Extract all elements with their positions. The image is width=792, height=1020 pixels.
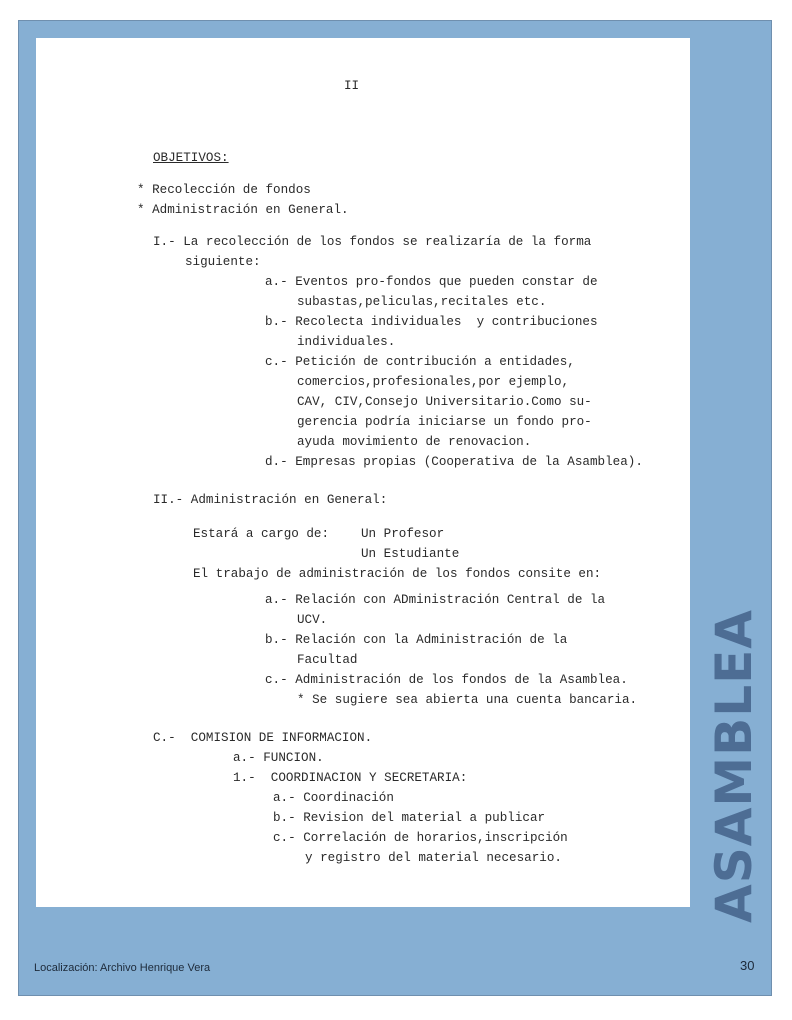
section-2-item: * Se sugiere sea abierta una cuenta bancaria. (297, 693, 638, 707)
section-1-item: individuales. (297, 335, 396, 349)
section-1-title-cont: siguiente: (185, 255, 261, 269)
section-3-title: C.- COMISION DE INFORMACION. (153, 731, 373, 745)
section-1-title: I.- La recolección de los fondos se realizaría de la forma (153, 235, 592, 249)
section-1-item: d.- Empresas propias (Cooperativa de la Asamblea). (265, 455, 643, 469)
objectives-heading: OBJETIVOS: (153, 151, 229, 165)
section-3-item: c.- Correlación de horarios,inscripción (273, 831, 568, 845)
section-2-work-intro: El trabajo de administración de los fondos consite en: (193, 567, 602, 581)
section-3-sub-1: 1.- COORDINACION Y SECRETARIA: (233, 771, 468, 785)
section-3-item: y registro del material necesario. (305, 851, 562, 865)
section-1-item: c.- Petición de contribución a entidades, (265, 355, 575, 369)
section-2-item: c.- Administración de los fondos de la Asamblea. (265, 673, 628, 687)
section-2-item: b.- Relación con la Administración de la (265, 633, 568, 647)
section-2-charge-label: Estará a cargo de: (193, 527, 330, 541)
section-1-item: gerencia podría iniciarse un fondo pro- (297, 415, 592, 429)
section-2-item: a.- Relación con ADministración Central de la (265, 593, 606, 607)
objective-bullet: * Administración en General. (137, 203, 349, 217)
section-3-sub-a: a.- FUNCION. (233, 751, 324, 765)
section-1-item: CAV, CIV,Consejo Universitario.Como su- (297, 395, 592, 409)
section-2-item: UCV. (297, 613, 328, 627)
section-1-item: ayuda movimiento de renovacion. (297, 435, 532, 449)
section-2-title: II.- Administración en General: (153, 493, 388, 507)
section-1-item: comercios,profesionales,por ejemplo, (297, 375, 570, 389)
section-1-item: a.- Eventos pro-fondos que pueden constar de (265, 275, 598, 289)
scanned-document (36, 38, 690, 907)
footer-page-number: 30 (740, 958, 755, 973)
section-1-item: b.- Recolecta individuales y contribuciones (265, 315, 598, 329)
section-2-item: Facultad (297, 653, 358, 667)
footer-location: Localización: Archivo Henrique Vera (34, 962, 211, 974)
section-2-charge-student: Un Estudiante (361, 547, 460, 561)
section-1-item: subastas,peliculas,recitales etc. (297, 295, 547, 309)
document-page-number: II (344, 79, 360, 93)
section-3-item: b.- Revision del material a publicar (273, 811, 546, 825)
section-3-item: a.- Coordinación (273, 791, 394, 805)
objective-bullet: * Recolección de fondos (137, 183, 311, 197)
side-title-asamblea: ASAMBLEA (705, 609, 763, 923)
section-2-charge-professor: Un Profesor (361, 527, 445, 541)
